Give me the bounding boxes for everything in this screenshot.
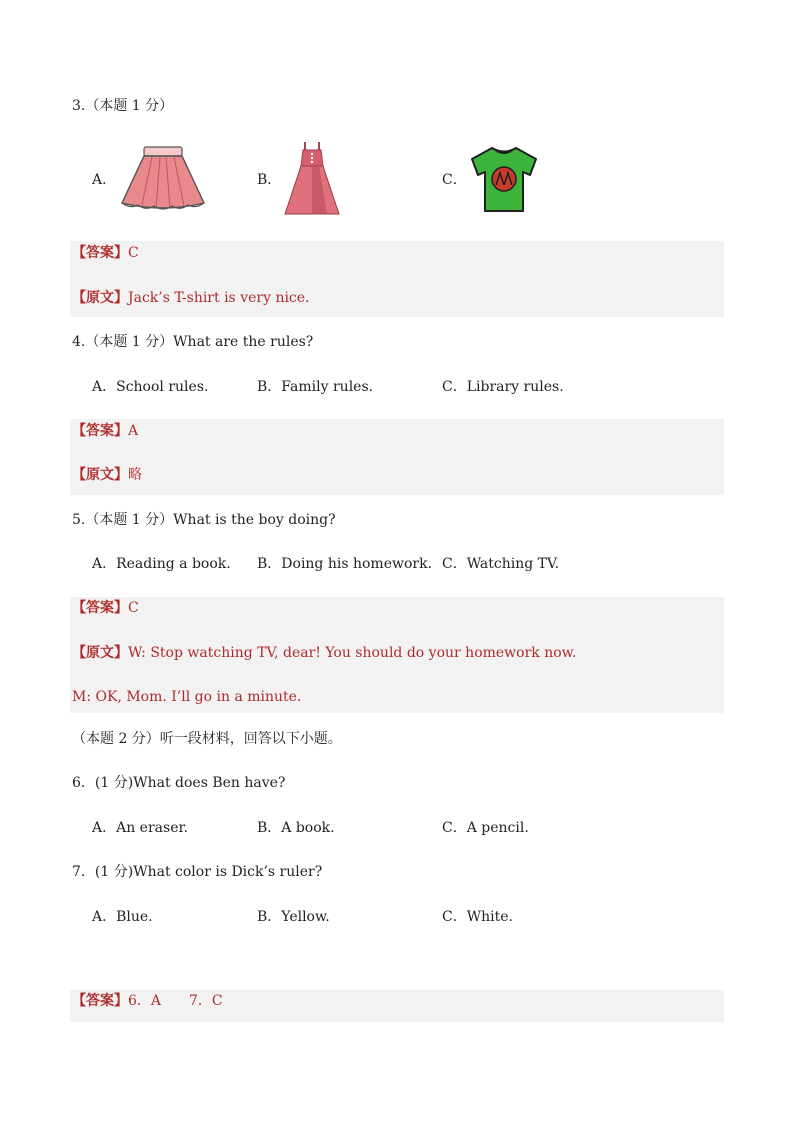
q5-option-b: B．Doing his homework. xyxy=(257,556,433,572)
q7-option-b: B．Yellow. xyxy=(257,909,330,925)
q4-text-line xyxy=(72,465,142,485)
q3-option-a-letter: A． xyxy=(92,172,117,188)
q6-option-b: B．A book. xyxy=(257,820,335,836)
q5-text-tag: 【原文】 xyxy=(72,645,128,661)
q7-option-a: A．Blue. xyxy=(92,909,153,925)
q7-option-c: C．White. xyxy=(442,909,513,925)
q3-text-value: Jack’s T-shirt is very nice. xyxy=(128,290,310,306)
q5-text-value-1: W: Stop watching TV, dear! You should do your homework now. xyxy=(128,645,577,661)
q3-answer-tag: 【答案】 xyxy=(72,245,128,261)
q4-option-b: B．Family rules. xyxy=(257,379,374,395)
q5-answer-line xyxy=(72,598,139,618)
q5-text-line-1 xyxy=(72,643,576,663)
group-answer-tag: 【答案】 xyxy=(72,993,128,1009)
tshirt-icon xyxy=(468,145,540,213)
q5-option-c: C．Watching TV. xyxy=(442,556,560,572)
q4-answer-value: A xyxy=(128,423,139,439)
q4-option-c: C．Library rules. xyxy=(442,379,564,395)
q6-stem: 6．(1 分)What does Ben have? xyxy=(72,775,286,791)
q7-stem: 7．(1 分)What color is Dick’s ruler? xyxy=(72,864,323,880)
q3-text-tag: 【原文】 xyxy=(72,290,128,306)
q4-option-a: A．School rules. xyxy=(92,379,209,395)
q4-answer-tag: 【答案】 xyxy=(72,423,128,439)
q3-text-line xyxy=(72,288,310,308)
q5-answer-tag: 【答案】 xyxy=(72,600,128,616)
q5-stem: 5.（本题 1 分）What is the boy doing? xyxy=(72,512,336,528)
q3-answer-line xyxy=(72,243,139,263)
group-answer-line xyxy=(72,991,223,1011)
q5-answer-value: C xyxy=(128,600,139,616)
skirt-icon xyxy=(118,143,208,213)
q6-option-c: C．A pencil. xyxy=(442,820,529,836)
q3-option-b-letter: B． xyxy=(257,172,282,188)
q4-answer-line xyxy=(72,421,138,441)
q4-stem: 4.（本题 1 分）What are the rules? xyxy=(72,334,314,350)
q5-text-line-2: M: OK, Mom. I’ll go in a minute. xyxy=(72,689,302,705)
group-answer-value: 6．A 7．C xyxy=(128,993,223,1009)
q4-answer-panel xyxy=(70,419,724,495)
q4-text-tag: 【原文】 xyxy=(72,467,128,483)
q6-option-a: A．An eraser. xyxy=(92,820,189,836)
group-intro: （本题 2 分）听一段材料，回答以下小题。 xyxy=(72,731,342,747)
q3-answer-value: C xyxy=(128,245,139,261)
q5-option-a: A．Reading a book. xyxy=(92,556,231,572)
q3-stem: 3.（本题 1 分） xyxy=(72,98,174,114)
dress-icon xyxy=(283,140,341,216)
q4-text-value: 略 xyxy=(128,467,142,483)
q3-option-c-letter: C． xyxy=(442,172,467,188)
